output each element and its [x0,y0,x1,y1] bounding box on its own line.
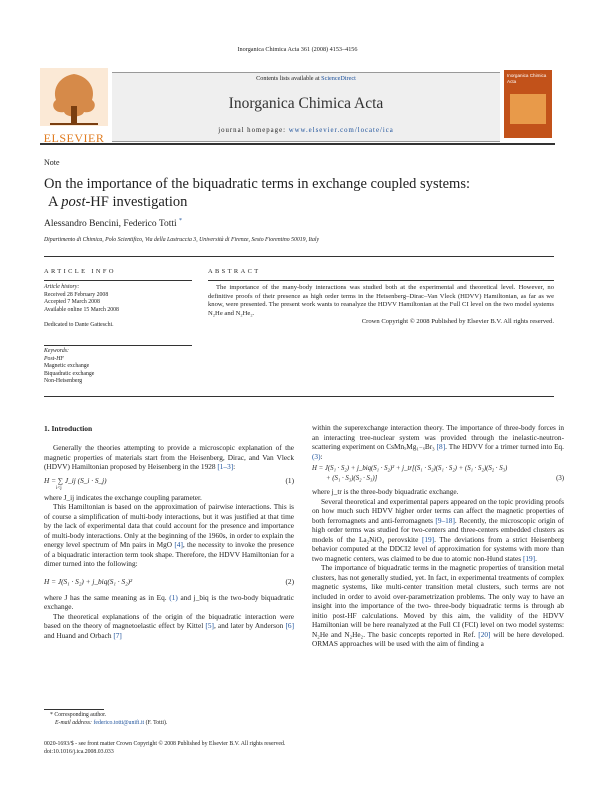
article-title [44,175,554,211]
contents-prefix: Contents lists available at [256,75,322,82]
homepage-link[interactable]: www.elsevier.com/locate/ica [288,127,394,134]
equation-link[interactable]: (1) [169,592,178,602]
citation-link[interactable]: [4] [174,540,183,549]
elsevier-tree-icon [40,68,108,126]
equation-number: (3) [556,475,564,482]
journal-name: Inorganica Chimica Acta [228,95,384,112]
cover-title: Inorganica Chimica Acta [507,73,547,84]
elsevier-logo [40,68,108,145]
citation-link[interactable]: [19] [522,553,536,563]
title-rule [44,256,554,257]
paragraph: within the superexchange interaction theory. The importance of three-body forces in an interacting tree-nuclear system was provided through the inelastic-neutron-scattering experiment on CsMnₓMg₁₋ₓBr₃ [8]. The HDVV for a trimer turned into Eq. (3): [312,423,564,461]
affiliation: Dipartimento di Chimica, Polo Scientifico, Via della Lastruccia 3, Università di Firenze, Sesto Fiorentino 50019, Italy [44,237,320,243]
equation-number: (2) [285,576,294,586]
article-type: Note [44,158,60,167]
paragraph: where j_tr is the three-body biquadratic exchange. [312,487,459,496]
footer [44,740,285,756]
title-line-1: On the importance of the biquadratic terms in exchange coupled systems: [44,176,471,192]
paragraph: Several theoretical and experimental papers appeared on the topic providing proofs on how much such HDVV higher order terms can affect the magnetic properties of both ferromagnets and anti-ferromagnets [9–18]. Recently, the microscopic origin of high order terms was studied for two-centers and three-centers embedded clusters as models of the La₂NiO₄ perovskite [19]. The deviations from a strict Heisenberg behavior computed at the DDCI2 level of approximation for systems with more than two magnetic centers, was claimed to be due to atomic non-Hund states [19]. [312,496,564,563]
keywords [44,348,194,386]
email-link[interactable]: federico.totti@unifi.it [93,719,145,726]
citation-link[interactable]: [19] [421,534,435,544]
sciencedirect-link[interactable]: ScienceDirect [321,75,356,82]
title-line-2: A post-HF investigation [48,194,188,210]
paragraph: The theoretical explanations of the origin of the biquadratic interaction were based on the theory of magnetoelastic effect by Kittel [5], and later by Anderson [6] and Huand and Orbach [7] [44,611,295,640]
abstract-copyright: Crown Copyright © 2008 Published by Elsevier B.V. All rights reserved. [361,318,554,326]
keyword: Non-Heisenberg [44,378,83,385]
abstract-body [208,284,554,327]
paragraph: Generally the theories attempting to provide a microscopic explanation of the magnetic properties of materials start from the Heisenberg, Dirac, and Van Vleck (HDVV) Hamiltonian proposed by Heisenberg in the 1928 [1–3]: [44,443,294,471]
paragraph: where J has the same meaning as in Eq. (1) and j_biq is the two-body biquadratic exchange. [44,592,294,611]
email-label: E-mail address: [55,719,92,726]
online-date: Available online 15 March 2008 [44,306,119,313]
citation-link[interactable]: [6] [285,621,295,630]
paragraph: This Hamiltonian is based on the approximation of pairwise interactions. This is of course a simplification of multi-body interactions, but it was justified at that time by the lack of experimental data that could account for the presence and importance of multi-body interactions. Only at the beginning of the 1960s, in order to explain the energy level spectrum of Mn pairs in MgO [4], the necessity to invoke the presence of a biquadratic interaction term took shape. Therefore, the HDVV Hamiltonian for a dimer turned into the following: [44,502,294,568]
contents-line [112,75,500,83]
abstract-text: The importance of the many-body interactions was studied both at the experimental and theoretical level. However, no definitive proofs of their presence as high order terms in the Heisenberg–Dirac–Van Vleck (HDVV) Hamiltonian, as far as we know, were presented. The present work wants to reanalyze the HDVV Hamiltonian at the Full CI level on the two model systems N₂He and N₂He₂. [208,284,554,317]
abstract-rule [208,280,554,281]
equation-link[interactable]: (3) [312,451,321,461]
citation-link[interactable]: [5] [205,621,214,630]
author-names: Alessandro Bencini, Federico Totti [44,219,177,230]
masthead-box [112,72,500,142]
citation-link[interactable]: [20] [478,629,491,639]
publisher-name: ELSEVIER [43,131,105,145]
right-column [312,423,564,649]
journal-cover [504,70,552,138]
section-heading: 1. Introduction [44,424,93,433]
equation-3: H = J(S₁ · S₂) + j_biq(S₁ · S₂)² + j_tr[(S₁ · S₂)(S₁ · S₂) + (S₁ · S₂)(S₂ · S₃) + (S₁ · S₃)(S₂ · S₃)] (3) [312,465,564,482]
homepage-prefix: journal homepage: [218,127,289,134]
front-matter-line: 0020-1693/$ - see front matter Crown Copyright © 2008 Published by Elsevier B.V. All rights reserved. [44,741,286,747]
article-history [44,284,194,330]
footnote-rule [44,709,104,710]
abstract-bottom-rule [44,396,554,397]
left-column [44,443,294,640]
abstract-heading: ABSTRACT [208,268,261,275]
keyword: Biquadratic exchange [44,370,95,377]
homepage-line [112,127,500,135]
paragraph: The importance of biquadratic terms in the magnetic properties of transition metal clusters, has not generally studied, yet. In fact, in experimental treatments of complex magnetic systems, like multi-center transition metal clusters, such terms are not included in order to avoid over-parametrization problems. The only way to have an insight into the importance of the two- three-body biquadratic terms is through ab initio post-HF calculations. Moved by this aim, the validity of the HDVV Hamiltonian will be here reanalyzed at the Full CI (FCI) level on two model systems: N₂He and N₂He₂. The basic concepts reported in Ref. [20] will be here developed. ORMAS approaches will be used with the aim of finding a [312,563,565,648]
history-label: Article history: [44,284,80,290]
email-name: (F. Totti). [144,719,168,726]
paragraph: where J_ij indicates the exchange coupling parameter. [44,492,202,502]
footnote [50,712,167,727]
equation-2: H = J(S₁ · S₂) + j_biq(S₁ · S₂)² (2) [44,576,294,586]
citation-link[interactable]: [1–3] [217,462,234,471]
citation-link[interactable]: [7] [113,630,122,640]
masthead-rule [40,143,555,145]
article-info-heading: ARTICLE INFO [44,268,116,275]
authors [44,218,182,229]
running-header: Inorganica Chimica Acta 361 (2008) 4153–4156 [237,46,358,53]
citation-link[interactable]: [8] [436,442,446,451]
cover-art [510,94,546,124]
keywords-label: Keywords: [44,348,69,354]
equation-1: H = ∑ J_ij (S_i · S_j) i<j (1) [44,475,294,491]
keyword: Magnetic exchange [44,363,90,370]
corresponding-author: * Corresponding author. [50,712,107,718]
doi[interactable]: doi:10.1016/j.ica.2008.03.033 [44,749,114,755]
keyword: Post-HF [44,355,64,362]
corresponding-mark[interactable]: * [179,218,183,224]
accepted-date: Accepted 7 March 2008 [44,299,100,306]
equation-number: (1) [285,475,294,485]
keywords-rule [44,345,192,346]
dedication: Dedicated to Dante Gatteschi. [44,322,114,329]
info-rule [44,280,192,281]
received-date: Received 28 February 2008 [44,291,109,298]
citation-link[interactable]: [9–18] [435,515,455,525]
